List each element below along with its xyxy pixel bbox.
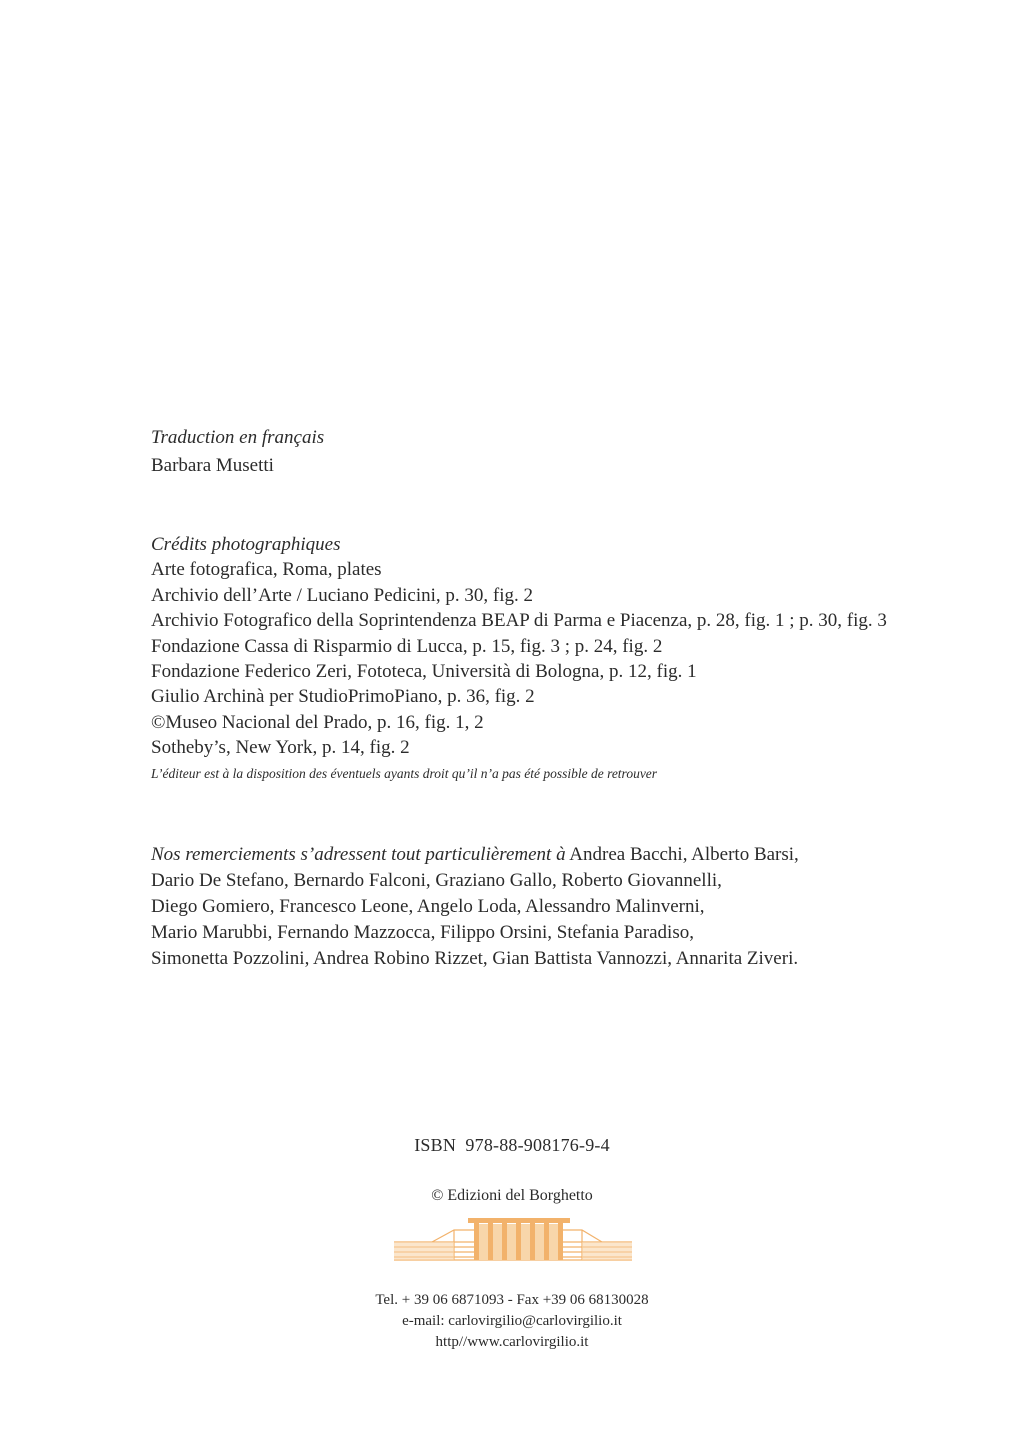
acknowledgements-line: Diego Gomiero, Francesco Leone, Angelo Loda, Alessandro Malinverni, xyxy=(151,896,705,917)
acknowledgements xyxy=(151,842,799,972)
isbn: ISBN 978-88-908176-9-4 xyxy=(414,1135,610,1155)
translator-name: Barbara Musetti xyxy=(151,455,274,476)
publisher-note: L’éditeur est à la disposition des éventuels ayants droit qu’il n’a pas été possible de retrouver xyxy=(151,765,658,781)
acknowledgements-line: Simonetta Pozzolini, Andrea Robino Rizzet, Gian Battista Vannozzi, Annarita Ziveri. xyxy=(151,948,799,969)
credit-item: Archivio Fotografico della Soprintendenza BEAP di Parma e Piacenza, p. 28, fig. 1 ; p. 30, fig. 3 xyxy=(151,610,887,632)
acknowledgements-line: Dario De Stefano, Bernardo Falconi, Graziano Gallo, Roberto Giovannelli, xyxy=(151,870,722,891)
acknowledgements-names: Andrea Bacchi, Alberto Barsi, xyxy=(565,844,799,865)
credit-item: Arte fotografica, Roma, plates xyxy=(151,559,382,581)
acknowledgements-intro: Nos remerciements s’adressent tout particulièrement à xyxy=(151,844,566,865)
email: e-mail: carlovirgilio@carlovirgilio.it xyxy=(402,1313,622,1329)
publisher-logo xyxy=(392,1216,634,1262)
translation-credit xyxy=(151,424,324,480)
credit-item: Sotheby’s, New York, p. 14, fig. 2 xyxy=(151,737,410,759)
contacts xyxy=(0,1290,1024,1353)
website: http//www.carlovirgilio.it xyxy=(435,1334,589,1350)
credit-item: Fondazione Cassa di Risparmio di Lucca, p. 15, fig. 3 ; p. 24, fig. 2 xyxy=(151,635,663,657)
photo-credits xyxy=(151,532,887,785)
phone-fax: Tel. + 39 06 6871093 - Fax +39 06 68130028 xyxy=(375,1292,649,1308)
credit-item: Fondazione Federico Zeri, Fototeca, Università di Bologna, p. 12, fig. 1 xyxy=(151,661,697,683)
credit-item: Giulio Archinà per StudioPrimoPiano, p. 36, fig. 2 xyxy=(151,686,535,708)
photo-credits-heading: Crédits photographiques xyxy=(151,534,341,555)
translation-heading: Traduction en français xyxy=(151,427,325,448)
credit-item: Archivio dell’Arte / Luciano Pedicini, p. 30, fig. 2 xyxy=(151,584,534,606)
credit-item: ©Museo Nacional del Prado, p. 16, fig. 1, 2 xyxy=(151,711,484,733)
acknowledgements-line: Mario Marubbi, Fernando Mazzocca, Filippo Orsini, Stefania Paradiso, xyxy=(151,922,694,943)
copyright: © Edizioni del Borghetto xyxy=(431,1187,593,1204)
